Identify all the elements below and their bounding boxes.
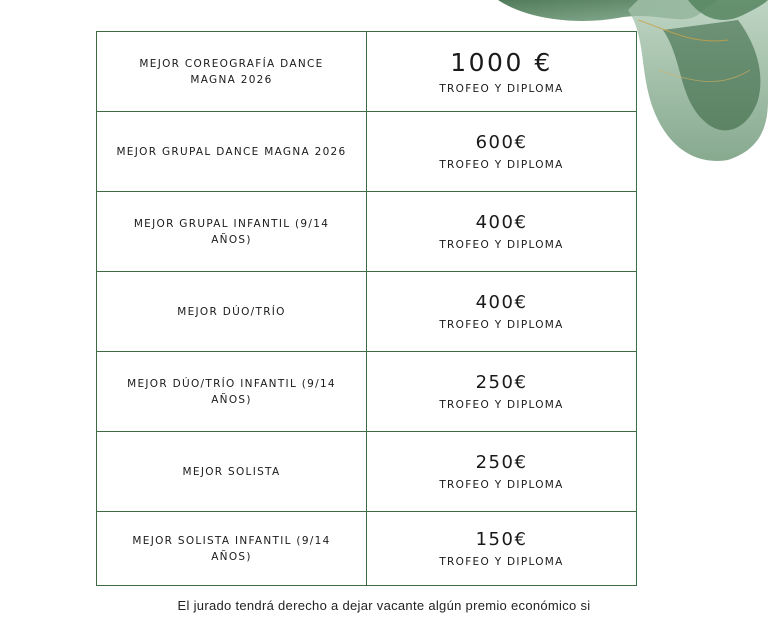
prize-amount: 250€ [475,451,528,473]
prize-cell [367,512,637,586]
prize-reward: TROFEO Y DIPLOMA [439,158,564,171]
category-label: MEJOR COREOGRAFÍA DANCE MAGNA 2026 [139,57,324,86]
prize-reward: TROFEO Y DIPLOMA [439,555,564,568]
prize-cell [367,272,637,352]
table-row [97,512,637,586]
category-cell [97,32,367,112]
category-label: MEJOR SOLISTA INFANTIL (9/14 AÑOS) [132,534,331,563]
prize-cell [367,352,637,432]
table-row [97,272,637,352]
category-label: MEJOR SOLISTA [182,465,281,478]
category-label: MEJOR DÚO/TRÍO INFANTIL (9/14 AÑOS) [127,377,336,406]
prize-reward: TROFEO Y DIPLOMA [439,238,564,251]
table-row [97,352,637,432]
category-cell [97,512,367,586]
prize-cell [367,112,637,192]
prize-cell [367,432,637,512]
prize-reward: TROFEO Y DIPLOMA [439,398,564,411]
prize-reward: TROFEO Y DIPLOMA [439,478,564,491]
prize-amount: 600€ [475,131,528,153]
category-cell [97,112,367,192]
prize-table [96,31,637,586]
category-label: MEJOR GRUPAL INFANTIL (9/14 AÑOS) [133,217,330,246]
table-row [97,192,637,272]
table-row [97,432,637,512]
prize-amount: 250€ [475,371,528,393]
table-row [97,32,637,112]
prize-amount: 400€ [475,211,528,233]
prize-amount: 150€ [475,528,528,550]
prize-amount: 400€ [475,291,528,313]
footer-note: El jurado tendrá derecho a dejar vacante algún premio económico si [177,598,591,613]
category-cell [97,352,367,432]
table-row [97,112,637,192]
prize-reward: TROFEO Y DIPLOMA [439,82,564,95]
prize-amount: 1000 € [450,47,553,77]
category-cell [97,432,367,512]
category-label: MEJOR DÚO/TRÍO [177,305,286,318]
prize-reward: TROFEO Y DIPLOMA [439,318,564,331]
category-cell [97,272,367,352]
category-label: MEJOR GRUPAL DANCE MAGNA 2026 [116,145,347,158]
category-cell [97,192,367,272]
prize-cell [367,32,637,112]
prize-cell [367,192,637,272]
